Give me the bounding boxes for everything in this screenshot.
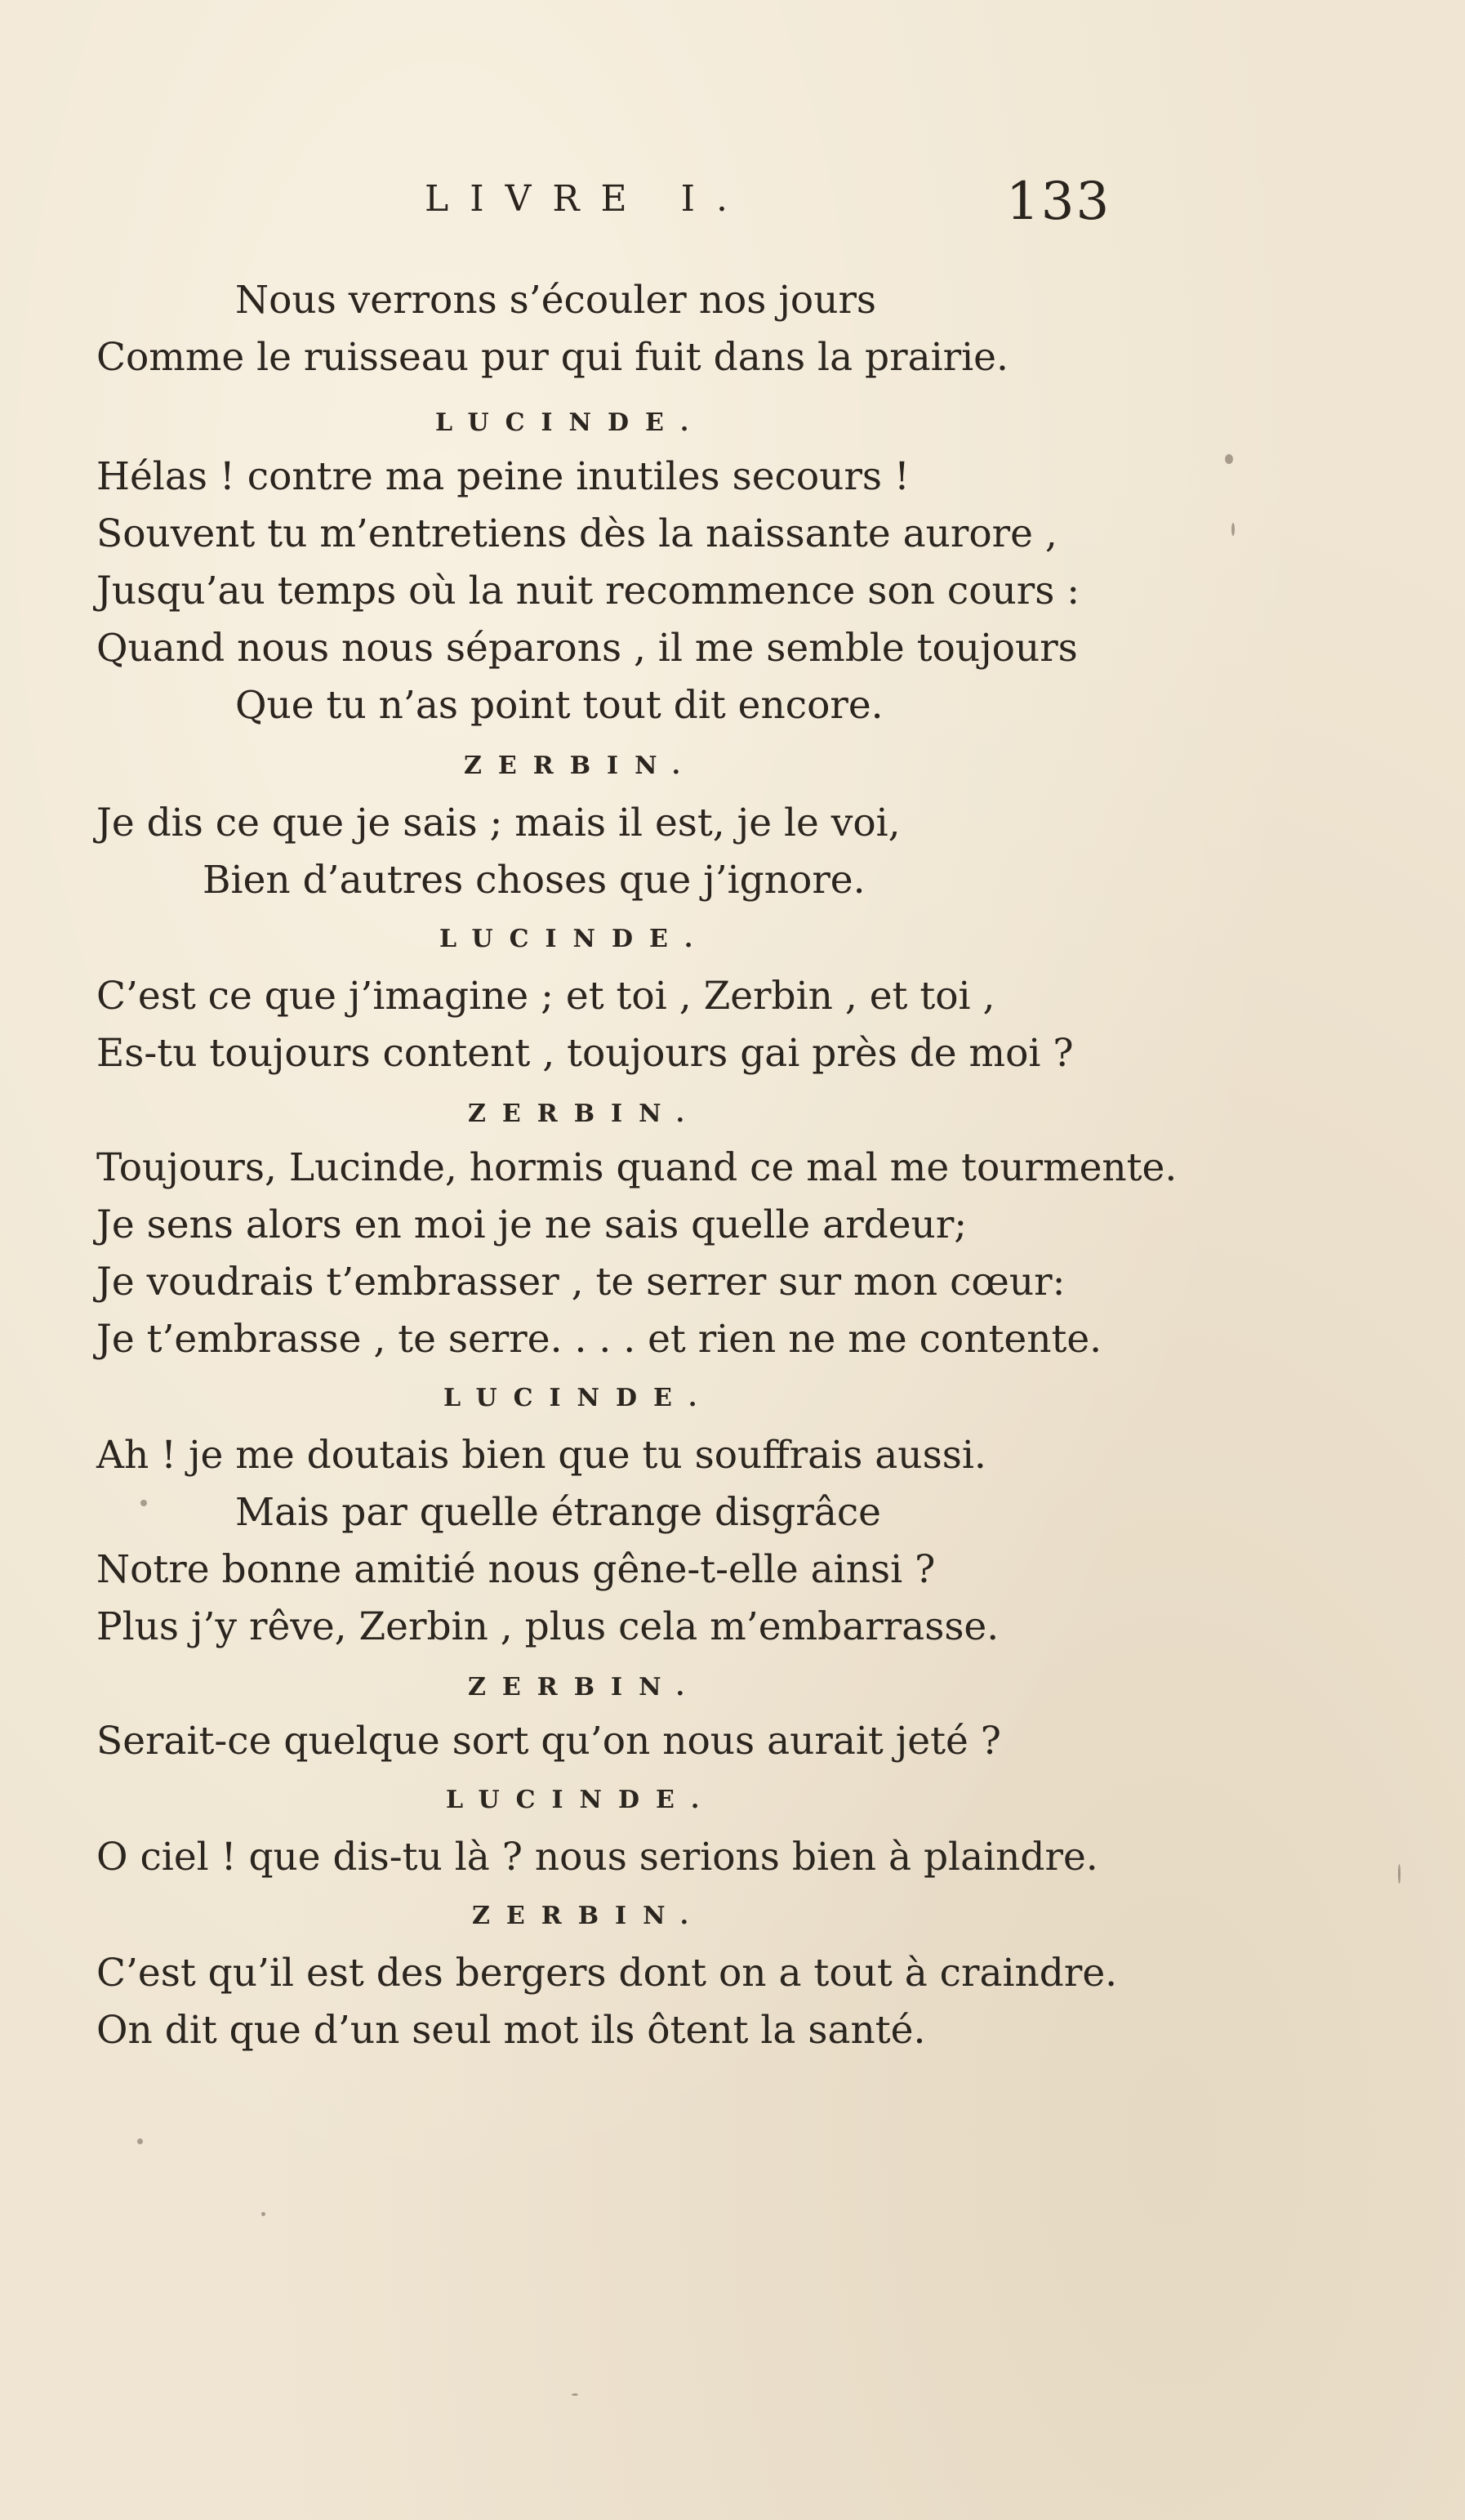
verse-line: Je voudrais t’embrasser , te serrer sur mon cœur: [96, 1260, 1066, 1305]
verse-line: On dit que d’un seul mot ils ôtent la santé. [96, 2008, 926, 2053]
verse-line: Je dis ce que je sais ; mais il est, je le voi, [96, 801, 901, 845]
verse-line: Comme le ruisseau pur qui fuit dans la prairie. [96, 335, 1009, 380]
verse-line: Jusqu’au temps où la nuit recommence son cours : [96, 569, 1080, 613]
speaker-name: ZERBIN. [468, 1673, 701, 1702]
verse-line: Toujours, Lucinde, hormis quand ce mal me tourmente. [96, 1145, 1178, 1190]
verse-line: Mais par quelle étrange disgrâce [235, 1490, 881, 1535]
ink-speck [140, 1500, 147, 1506]
ink-speck [572, 2393, 578, 2396]
verse-line: C’est qu’il est des bergers dont on a tout à craindre. [96, 1951, 1118, 1996]
speaker-name: LUCINDE. [446, 1786, 716, 1814]
page-header [0, 172, 1465, 243]
verse-line: Que tu n’as point tout dit encore. [235, 683, 884, 728]
verse-line: Je t’embrasse , te serre. . . . et rien ne me contente. [96, 1317, 1102, 1362]
speaker-name: LUCINDE. [439, 925, 710, 953]
speaker-name: LUCINDE. [443, 1384, 714, 1412]
running-title: LIVRE I. [425, 178, 749, 220]
speaker-name: LUCINDE. [435, 408, 706, 437]
speaker-name: ZERBIN. [468, 1099, 701, 1128]
verse-line: Bien d’autres choses que j’ignore. [203, 858, 866, 903]
verse-line: Quand nous nous séparons , il me semble toujours [96, 626, 1078, 671]
verse-line: O ciel ! que dis-tu là ? nous serions bien à plaindre. [96, 1835, 1098, 1880]
ink-speck [1231, 523, 1235, 536]
verse-line: Es-tu toujours content , toujours gai près de moi ? [96, 1031, 1074, 1076]
verse-line: Je sens alors en moi je ne sais quelle ardeur; [96, 1202, 968, 1247]
verse-line: Hélas ! contre ma peine inutiles secours ! [96, 454, 910, 499]
verse-line: Ah ! je me doutais bien que tu souffrais aussi. [96, 1433, 986, 1478]
verse-line: Notre bonne amitié nous gêne-t-elle ainsi ? [96, 1547, 936, 1592]
verse-line: Souvent tu m’entretiens dès la naissante aurore , [96, 511, 1058, 556]
verse-line: Serait-ce quelque sort qu’on nous aurait jeté ? [96, 1719, 1001, 1764]
speaker-name: ZERBIN. [464, 752, 697, 780]
ink-speck [261, 2212, 265, 2216]
ink-speck [137, 2139, 143, 2144]
page-number: 133 [1006, 172, 1111, 232]
speaker-name: ZERBIN. [472, 1902, 706, 1930]
verse-line: Nous verrons s’écouler nos jours [235, 278, 877, 323]
verse-line: Plus j’y rêve, Zerbin , plus cela m’embarrasse. [96, 1604, 1000, 1649]
ink-speck [1398, 1864, 1400, 1884]
ink-speck [1225, 454, 1233, 464]
verse-line: C’est ce que j’imagine ; et toi , Zerbin , et toi , [96, 974, 995, 1019]
